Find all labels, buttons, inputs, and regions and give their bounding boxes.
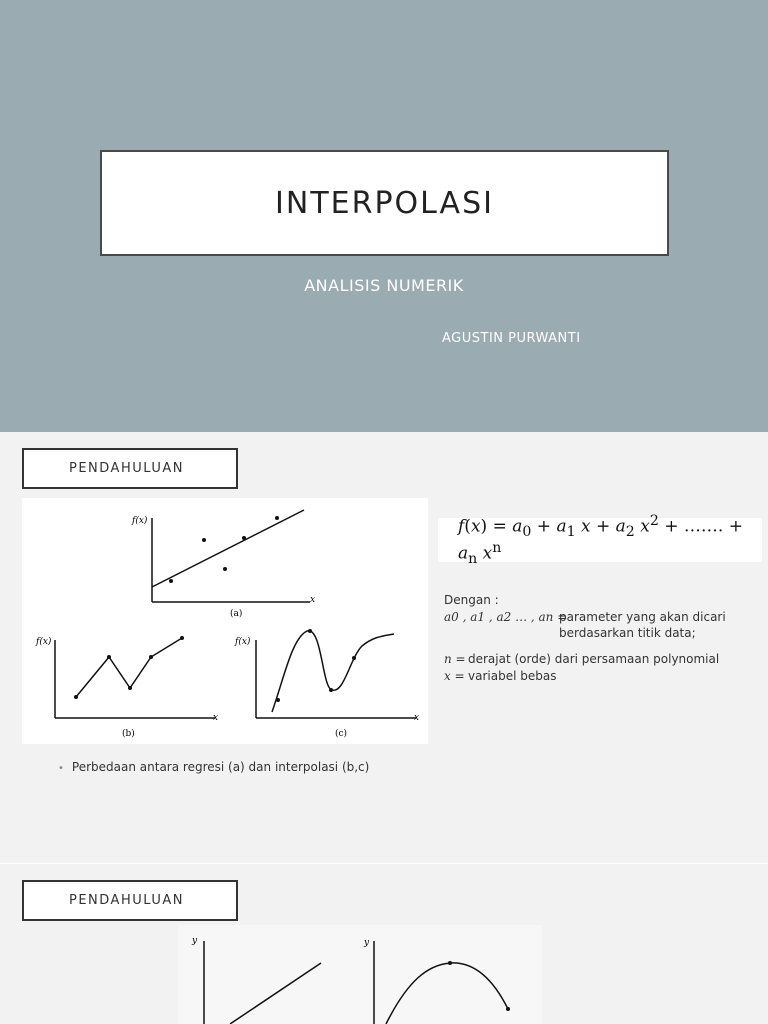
graph-a-ylabel: f(x)	[132, 516, 148, 526]
section-title-2: PENDAHULUAN	[22, 880, 238, 921]
x-desc: variabel bebas	[468, 669, 557, 683]
title-box	[100, 150, 669, 256]
x-label: x =	[444, 669, 465, 683]
graph-c-caption: (c)	[335, 729, 348, 739]
graph-c-xlabel: x	[414, 713, 420, 723]
slide-subtitle: ANALISIS NUMERIK	[304, 276, 464, 295]
coefficients-desc-1: parameter yang akan dicari	[559, 610, 726, 624]
graph-c-ylabel: f(x)	[235, 637, 251, 647]
title-slide	[0, 0, 768, 432]
graph-2a-ylabel: y	[192, 936, 198, 946]
n-desc: derajat (orde) dari persamaan polynomial	[468, 652, 720, 666]
bullet-item: • Perbedaan antara regresi (a) dan interpolasi (b,c)	[58, 760, 369, 774]
section-title: PENDAHULUAN	[22, 448, 238, 489]
graph-figure-2	[178, 925, 542, 1024]
coefficients-desc-2: berdasarkan titik data;	[559, 626, 696, 640]
slide-title: INTERPOLASI	[275, 185, 494, 221]
intro-slide	[0, 432, 768, 864]
slide-author: AGUSTIN PURWANTI	[442, 331, 581, 346]
polynomial-formula: $f(x) = a_0 + a_1$ $x + a_2$ $x^2$ + ……. + $a_n$ $x^n$	[438, 518, 762, 562]
intro-slide-2	[0, 865, 768, 1024]
graph-2b-ylabel: y	[364, 938, 370, 948]
regression-interpolation-figure	[22, 498, 428, 744]
graph-b-ylabel: f(x)	[36, 637, 52, 647]
graph-b-xlabel: x	[213, 713, 219, 723]
dengan-label: Dengan :	[444, 593, 499, 607]
coefficients-label: a0 , a1 , a2 … , an =	[444, 610, 568, 624]
graph-a-xlabel: x	[310, 595, 316, 605]
graph-a-caption: (a)	[230, 609, 243, 619]
graph-b-caption: (b)	[122, 729, 135, 739]
n-label: n =	[444, 652, 466, 666]
